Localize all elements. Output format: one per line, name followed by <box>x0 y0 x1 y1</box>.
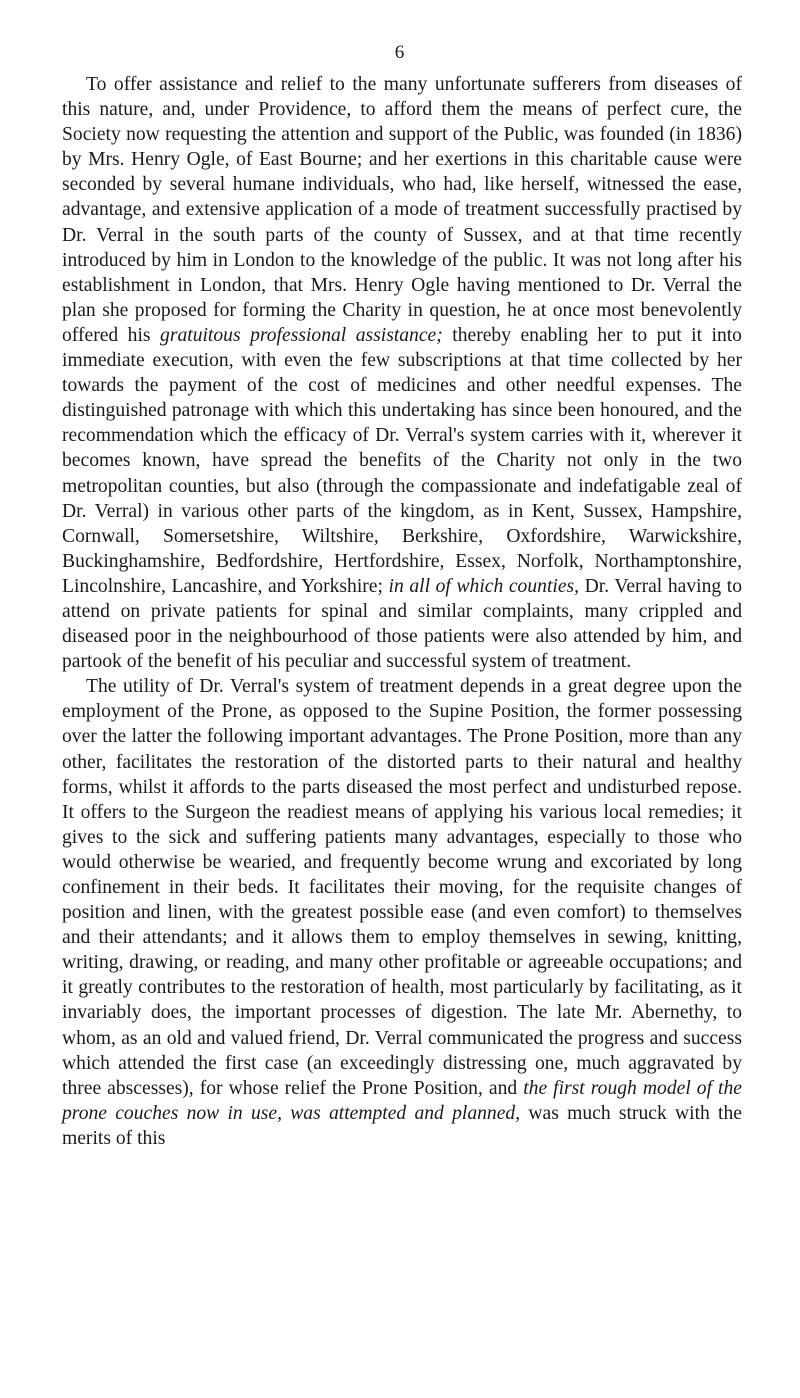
italic-segment: the first rough model of the prone couches now in use, was attempted and planned, <box>62 1077 742 1124</box>
italic-segment: in all of which counties, <box>388 575 580 597</box>
page-number: 6 <box>394 42 406 63</box>
text-segment: thereby enabling her to put it into immediate execution, with even the few subscriptions at that time collected by her towards the payment of the cost of medicines and other needful expenses. The distinguished patronage with which this undertaking has since been honoured, and the recommendation which the efficacy of Dr. Verral's system carries with it, wherever it becomes known, have spread the benefits of the Charity not only in the two metropolitan counties, but also (through the compassionate and indefatigable zeal of Dr. Verral) in various other parts of the kingdom, as in Kent, Sussex, Hampshire, Cornwall, Somersetshire, Wiltshire, Berkshire, Oxfordshire, Warwickshire, Buckinghamshire, Bedfordshire, Hertfordshire, Essex, Norfolk, Northamptonshire, Lincolnshire, Lancashire, and Yorkshire; <box>62 324 742 597</box>
text-segment: To offer assistance and relief to the many unfortunate sufferers from diseases of this nature, and, under Providence, to afford them the means of perfect cure, the Society now requesting the attention and support of the Public, was founded (in 1836) by Mrs. Henry Ogle, of East Bourne; and her exertions in this charitable cause were seconded by several humane individuals, who had, like herself, witnessed the ease, advantage, and extensive application of a mode of treatment successfully practised by Dr. Verral in the south parts of the county of Sussex, and at that time recently introduced by him in London to the knowledge of the public. It was not long after his establishment in London, that Mrs. Henry Ogle having mentioned to Dr. Verral the plan she proposed for forming the Charity in question, he at once most benevolently offered his <box>62 74 742 346</box>
text-segment: was much struck with the merits of this <box>62 1102 742 1149</box>
text-segment: The utility of Dr. Verral's system of treatment depends in a great degree upon the employment of the Prone, as opposed to the Supine Position, the former possessing over the latter the following important advantages. The Prone Position, more than any other, facilitates the restoration of the distorted parts to their natural and healthy forms, whilst it affords to the parts diseased the most perfect and undisturbed repose. It offers to the Surgeon the readiest means of applying his various local remedies; it gives to the sick and suffering patients many advantages, especially to those who would otherwise be wearied, and frequently become wrung and excoriated by long confinement in their beds. It facilitates their moving, for the requisite changes of position and linen, with the greatest possible ease (and even comfort) to themselves and their attendants; and it allows them to employ themselves in sewing, knitting, writing, drawing, or reading, and many other profitable or agreeable occupations; and it greatly contributes to the restoration of health, most particularly by facilitating, as it invariably does, the important processes of digestion. The late Mr. Abernethy, to whom, as an old and valued friend, Dr. Verral communicated the progress and success which attended the first case (an exceedingly distressing one, much aggravated by three abscesses), for whose relief the Prone Position, and <box>62 676 742 1099</box>
body-text <box>62 72 742 1151</box>
paragraph-society-founding <box>62 72 742 674</box>
paragraph-prone-position <box>62 674 742 1151</box>
text-segment: Dr. Verral having to attend on private patients for spinal and similar complaints, many crippled and diseased poor in the neighbourhood of those patients were also attended by him, and partook of the benefit of his peculiar and successful system of treatment. <box>62 575 742 673</box>
italic-segment: gratuitous professional assistance; <box>160 324 443 346</box>
